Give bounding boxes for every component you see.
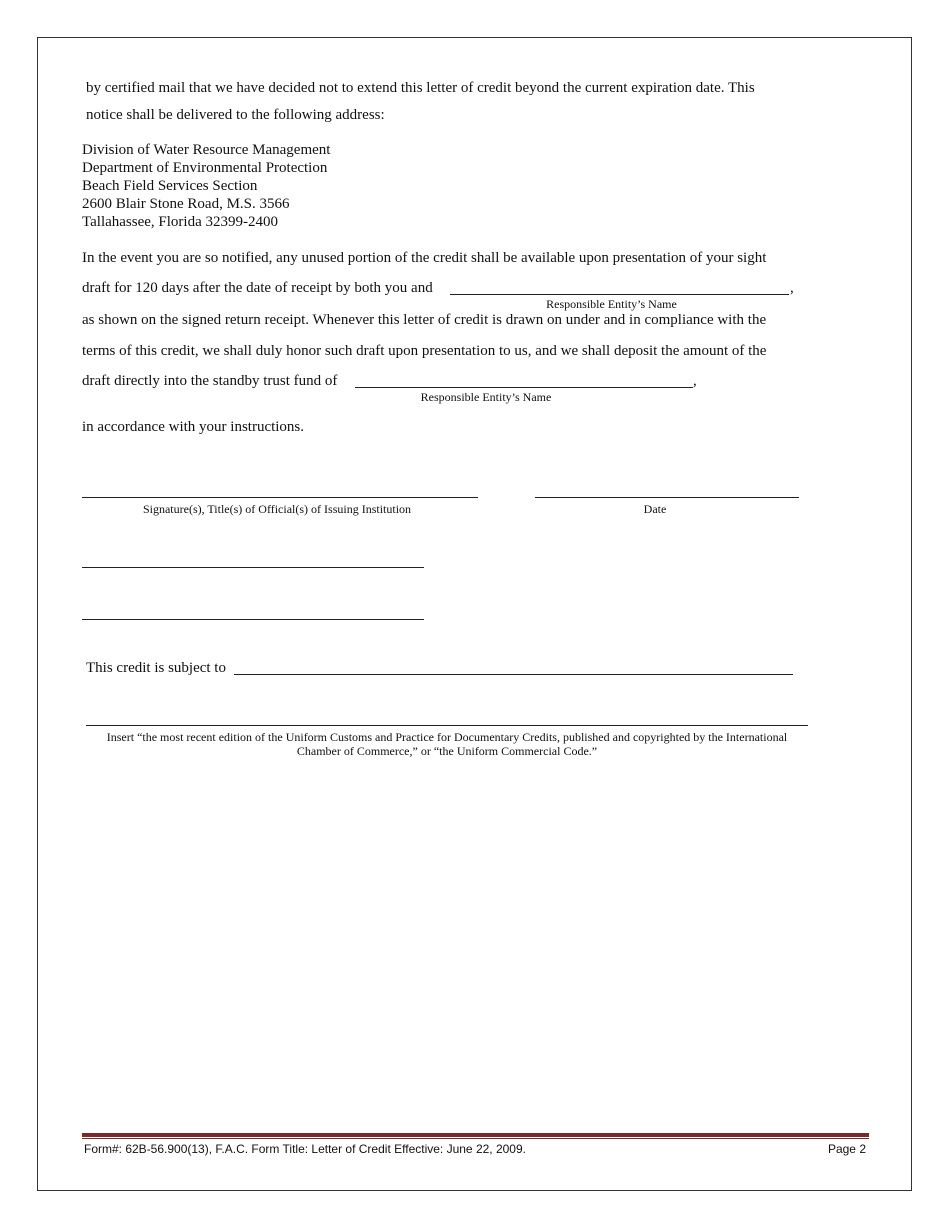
- responsible-entity-blank-1[interactable]: [450, 294, 789, 295]
- footer-rule-thick: [82, 1133, 869, 1137]
- paragraph-line-2-suffix: ,: [790, 280, 794, 296]
- date-line[interactable]: [535, 497, 799, 498]
- signature-line[interactable]: [82, 497, 478, 498]
- paragraph-line-2-prefix: draft for 120 days after the date of receipt by both you and: [82, 280, 433, 296]
- extra-signature-line-2[interactable]: [82, 619, 424, 620]
- address-line-1: Division of Water Resource Management: [82, 142, 331, 158]
- address-line-4: 2600 Blair Stone Road, M.S. 3566: [82, 196, 290, 212]
- responsible-entity-label-1: Responsible Entity’s Name: [546, 297, 677, 311]
- responsible-entity-blank-2[interactable]: [355, 387, 693, 388]
- responsible-entity-label-2: Responsible Entity’s Name: [420, 390, 552, 404]
- intro-line-1: by certified mail that we have decided not to extend this letter of credit beyond the current expiration date. This: [86, 80, 755, 96]
- footer-form-info: Form#: 62B-56.900(13), F.A.C. Form Title: Letter of Credit Effective: June 22, 2009.: [84, 1142, 526, 1156]
- address-line-2: Department of Environmental Protection: [82, 160, 328, 176]
- address-line-3: Beach Field Services Section: [82, 178, 258, 194]
- subject-prefix: This credit is subject to: [86, 660, 226, 676]
- note-rule: [86, 725, 808, 726]
- intro-line-2: notice shall be delivered to the following address:: [86, 107, 385, 123]
- footer-rule-thin: [82, 1138, 869, 1139]
- note-line-2: Chamber of Commerce,” or “the Uniform Commercial Code.”: [296, 744, 598, 758]
- paragraph-line-1: In the event you are so notified, any unused portion of the credit shall be available upon presentation of your sight: [82, 250, 767, 266]
- paragraph-closing: in accordance with your instructions.: [82, 419, 305, 435]
- extra-signature-line-1[interactable]: [82, 567, 424, 568]
- note-line-1: Insert “the most recent edition of the Uniform Customs and Practice for Documentary Credits, published and copyrighted by the International: [106, 730, 788, 744]
- footer-page-number: Page 2: [827, 1142, 866, 1156]
- address-line-5: Tallahassee, Florida 32399-2400: [82, 214, 278, 230]
- subject-blank[interactable]: [234, 674, 793, 675]
- paragraph-line-4: terms of this credit, we shall duly honor such draft upon presentation to us, and we shall deposit the amount of the: [82, 343, 767, 359]
- paragraph-line-5-suffix: ,: [693, 373, 697, 389]
- date-label: Date: [643, 502, 667, 516]
- paragraph-line-3: as shown on the signed return receipt. Whenever this letter of credit is drawn on under and in compliance with the: [82, 312, 767, 328]
- signature-label: Signature(s), Title(s) of Official(s) of Issuing Institution: [142, 502, 412, 516]
- paragraph-line-5-prefix: draft directly into the standby trust fund of: [82, 373, 338, 389]
